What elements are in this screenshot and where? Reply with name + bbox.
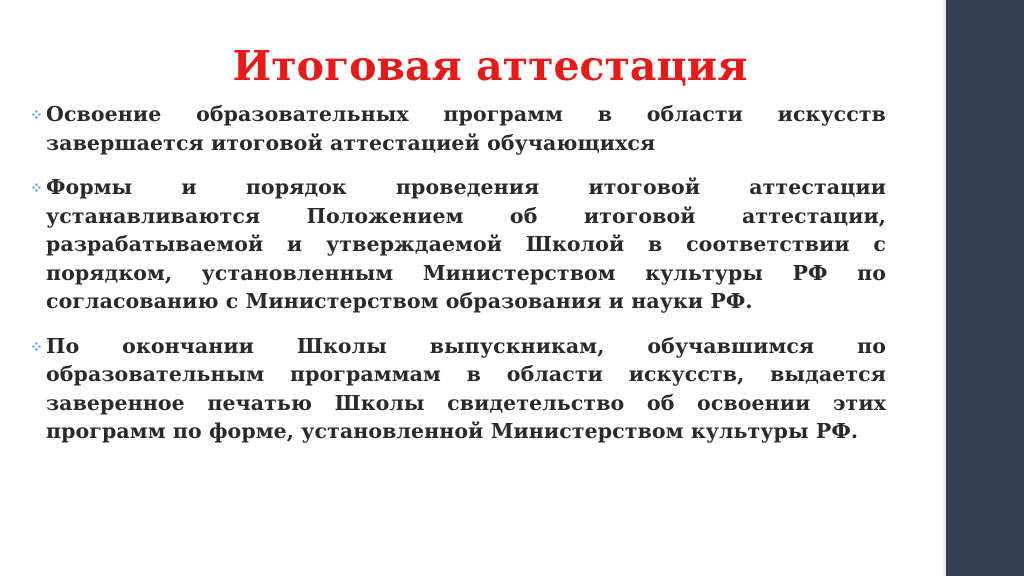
bullet-text: Освоение образовательных программ в области искусств завершается итоговой аттестацией обучающихся bbox=[46, 102, 886, 155]
bullet-item bbox=[32, 332, 886, 446]
diamond-bullet-icon bbox=[32, 110, 41, 119]
bullet-item bbox=[32, 100, 886, 157]
bullet-item bbox=[32, 173, 886, 316]
diamond-bullet-icon bbox=[32, 342, 41, 351]
slide-title: Итоговая аттестация bbox=[232, 42, 748, 90]
slide-content bbox=[32, 100, 886, 462]
side-bar bbox=[946, 0, 1024, 576]
diamond-bullet-icon bbox=[32, 183, 41, 192]
bullet-text: Формы и порядок проведения итоговой аттестации устанавливаются Положением об итоговой аттестации, разрабатываемой и утверждаемой Школой в соответствии с порядком, установленным Министерством культуры РФ по согласованию с Министерством образования и науки РФ. bbox=[46, 175, 886, 313]
bullet-text: По окончании Школы выпускникам, обучавшимся по образовательным программам в области искусств, выдается заверенное печатью Школы свидетельство об освоении этих программ по форме, установленной Министерством культуры РФ. bbox=[46, 333, 886, 443]
